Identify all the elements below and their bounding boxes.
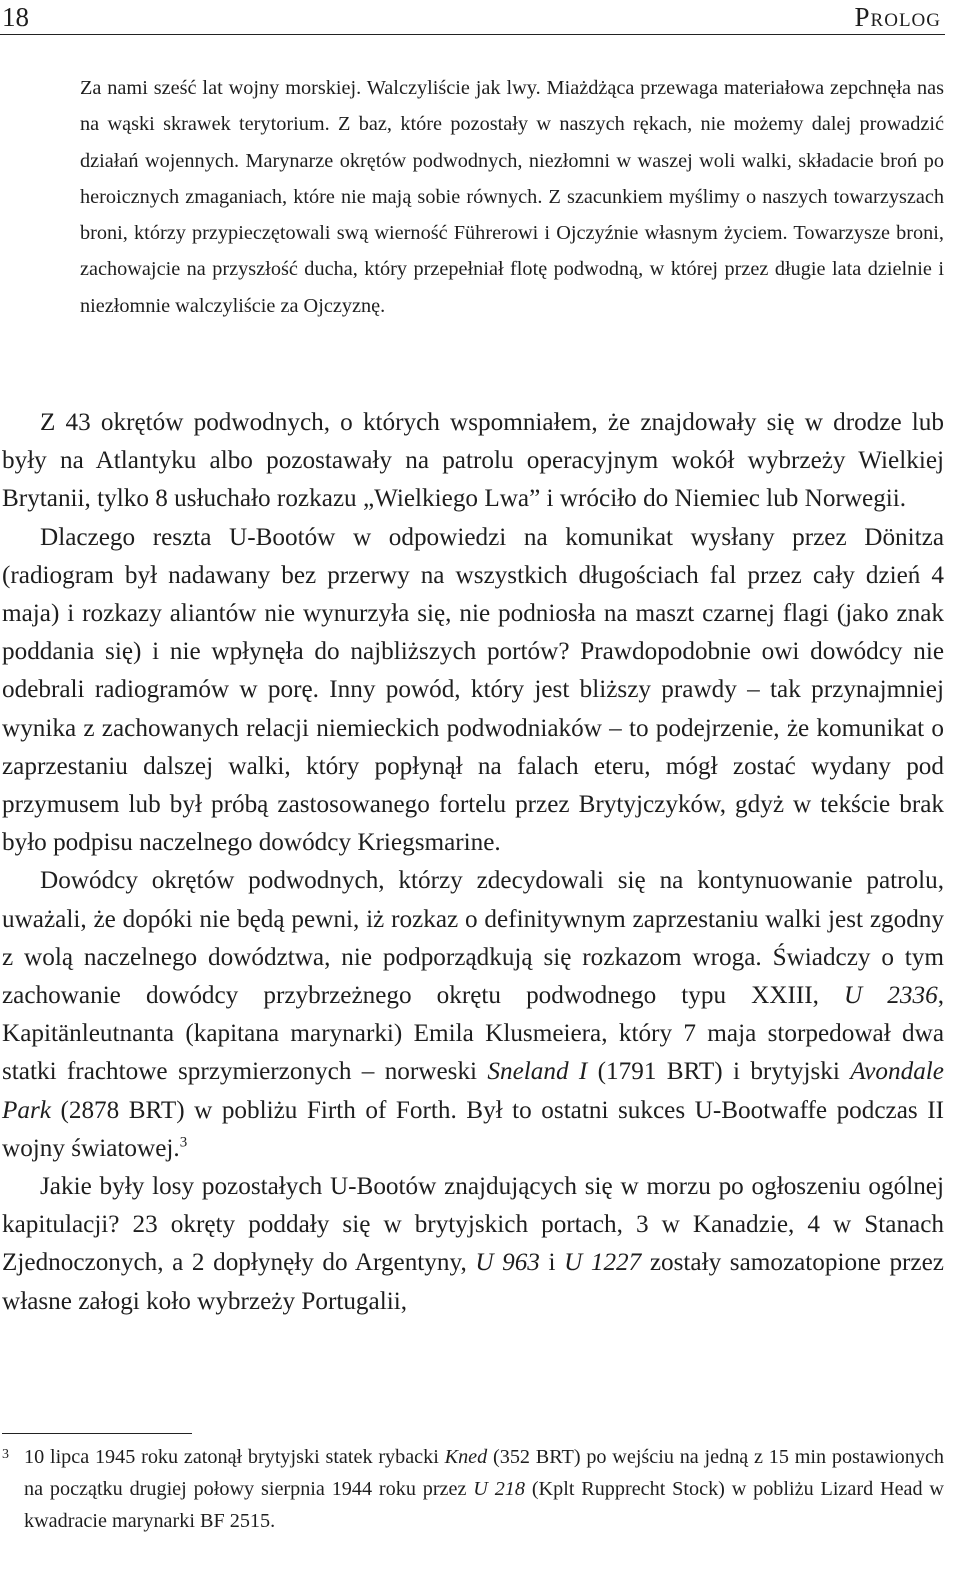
- text-span: Dowódcy okrętów podwodnych, którzy zdecydowali się na kontynuowanie patrolu, uważali, że dopóki nie będą pewni, iż rozkaz o definitywnym zaprzestaniu walki jest zgodny z wolą naczelnego dowództwa, nie podporządkują się rozkazom wroga. Świadczy o tym zachowanie dowódcy przybrzeżnego okrętu podwodnego typu XXIII,: [2, 867, 944, 1010]
- submarine-name: U 2336: [844, 982, 938, 1010]
- footnote-text: [2, 1441, 944, 1537]
- ship-name: Kned: [444, 1446, 488, 1468]
- text-span: (2878 BRT) w pobliżu Firth of Forth. Był to ostatni sukces U-Bootwaffe podczas II wojny światowej.: [2, 1096, 944, 1162]
- quote-paragraph: Za nami sześć lat wojny morskiej. Walczyliście jak lwy. Miażdżąca przewaga materiałowa zepchnęła nas na wąski skrawek terytorium. Z baz, które pozostały w naszych rękach, nie możemy dalej prowadzić działań wojennych. Marynarze okrętów podwodnych, niezłomni w waszej woli walki, składacie broń po heroicznych zmaganiach, które nie mają sobie równych. Z szacunkiem myślimy o naszych towarzyszach broni, którzy przypieczętowali swą wierność Führerowi i Ojczyźnie własnym życiem. Towarzysze broni, zachowajcie na przyszłość ducha, który przepełniał flotę podwodną, w której przez długie lata dzielnie i niezłomnie walczyliście za Ojczyznę.: [80, 77, 944, 317]
- text-span: (1791 BRT) i brytyjski: [587, 1058, 851, 1086]
- text-span: , Kapitänleutnanta (kapitana marynarki) Emila Klusmeiera, który 7 maja storpedował dwa statki frachtowe sprzymierzonych – norweski: [2, 982, 944, 1086]
- page-header: [0, 0, 945, 35]
- submarine-name: U 1227: [564, 1249, 642, 1277]
- text-span: zostały samozatopione przez własne załogi koło wybrzeży Portugalii,: [2, 1249, 944, 1315]
- footnote: [2, 1441, 944, 1537]
- ship-name: Avondale Park: [2, 1058, 944, 1124]
- text-span: (352 BRT) po wejściu na jedną z 15 min postawionych na początku drugiej połowy sierpnia 1944 roku przez: [24, 1446, 945, 1500]
- text-span: (Kplt Rupprecht Stock) w pobliżu Lizard Head w kwadracie marynarki BF 2515.: [24, 1478, 944, 1532]
- text-span: Jakie były losy pozostałych U-Bootów znajdujących się w morzu po ogłoszeniu ogólnej kapitulacji? 23 okręty poddały się w brytyjskich portach, 3 w Kanadzie, 4 w Stanach Zjednoczonych, a 2 dopłynęły do Argentyny,: [2, 1173, 944, 1277]
- page-number: 18: [2, 2, 29, 32]
- footnote-mark: 3: [2, 1447, 9, 1462]
- body-paragraph-2: Dlaczego reszta U-Bootów w odpowiedzi na komunikat wysłany przez Dönitza (radiogram był nadawany bez przerwy na wszystkich długościach fal przez cały dzień 4 maja) i rozkazy aliantów nie wynurzyła się, nie podniosła na maszt czarnej flagi (jako znak poddania się) i nie wpłynęła do najbliższych portów? Prawdopodobnie owi dowódcy nie odebrali radiogramów w porę. Inny powód, który jest bliższy prawdy – tak przynajmniej wynika z zachowanych relacji niemieckich podwodniaków – to podejrzenie, że komunikat o zaprzestaniu dalszej walki, który popłynął na falach eteru, mógł zostać wydany pod przymusem lub był próbą zastosowanego fortelu przez Brytyjczyków, gdyż w tekście brak było podpisu naczelnego dowódcy Kriegsmarine.: [2, 523, 944, 857]
- submarine-name: U 218: [473, 1478, 525, 1500]
- running-head: Prolog: [854, 2, 941, 32]
- main-text: [2, 404, 944, 1321]
- footnote-separator: [2, 1433, 192, 1434]
- body-paragraph-1: Z 43 okrętów podwodnych, o których wspomniałem, że znajdowały się w drodze lub były na Atlantyku albo pozostawały na patrolu operacyjnym wokół wybrzeży Wielkiej Brytanii, tylko 8 usłuchało rozkazu „Wielkiego Lwa” i wróciło do Niemiec lub Norwegii.: [2, 409, 944, 513]
- footnote-reference[interactable]: 3: [179, 1134, 188, 1151]
- body-paragraph-3: [2, 862, 944, 1168]
- text-span: 10 lipca 1945 roku zatonął brytyjski statek rybacki: [24, 1446, 445, 1468]
- quoted-address: [80, 70, 944, 324]
- ship-name: Sneland I: [487, 1058, 588, 1086]
- submarine-name: U 963: [475, 1249, 540, 1277]
- text-span: i: [539, 1249, 565, 1277]
- body-paragraph-4: [2, 1168, 944, 1321]
